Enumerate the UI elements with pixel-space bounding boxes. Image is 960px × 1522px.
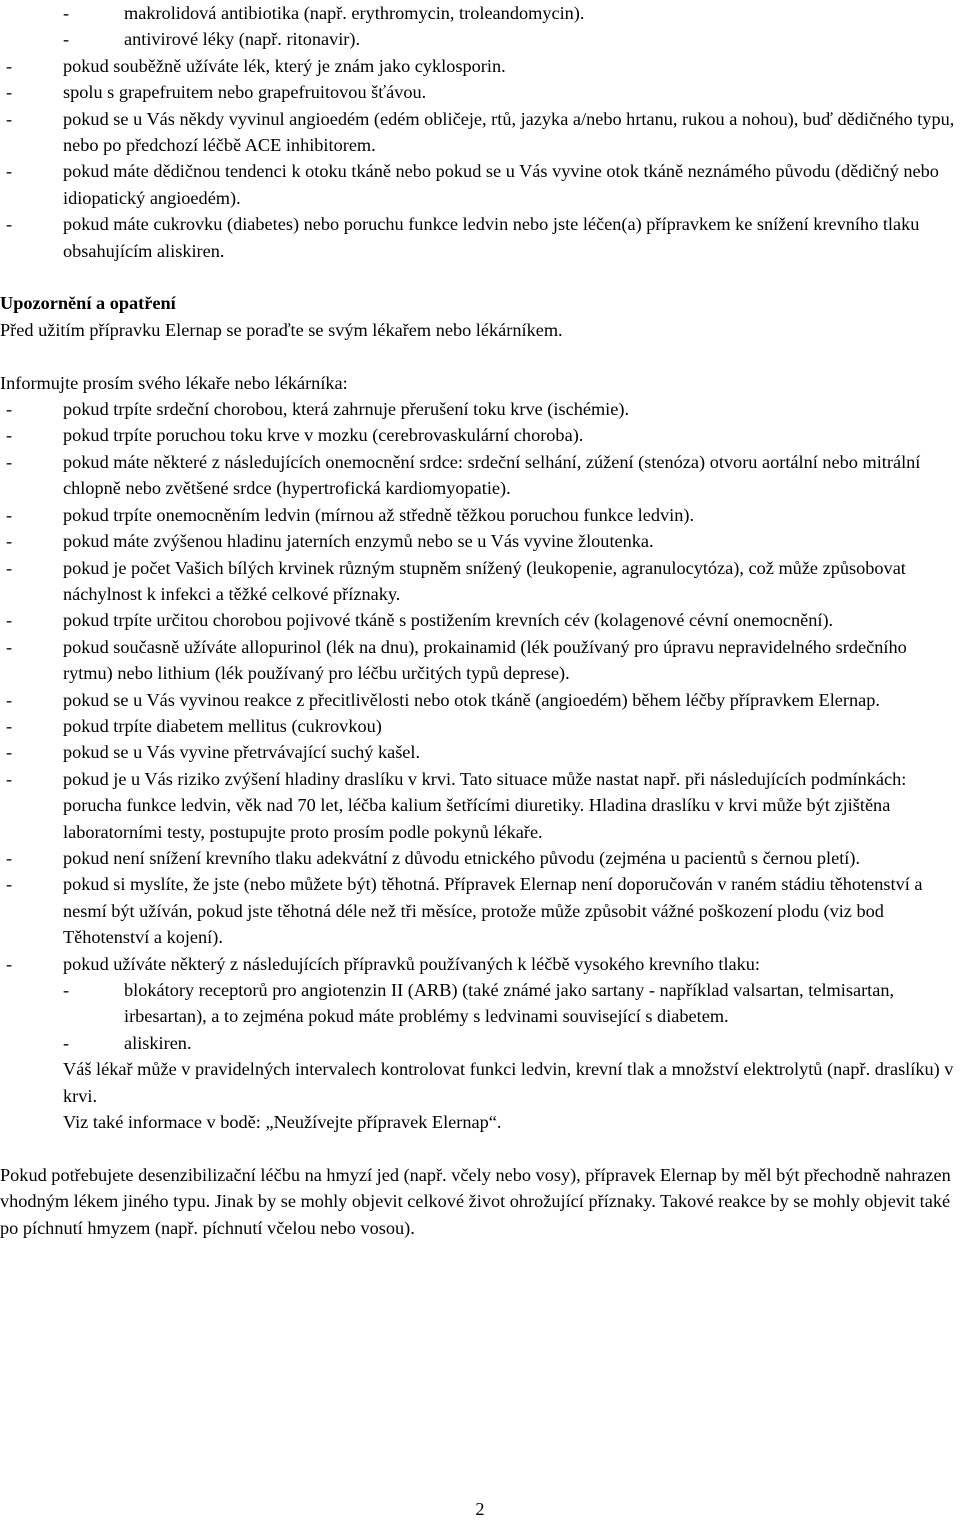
section-intro: Před užitím přípravku Elernap se poraďte se svým lékařem nebo lékárníkem. [0,319,563,340]
list-item-text: pokud trpíte určitou chorobou pojivové tkáně s postižením krevních cév (kolagenové cévní onemocnění). [63,610,834,631]
sub-list-item-text: blokátory receptorů pro angiotenzin II (ARB) (také známé jako sartany - například valsartan, telmisartan, irbesartan), a to zejména pokud máte problémy s ledvinami související s diabetem. [124,980,895,1027]
list-item-text: makrolidová antibiotika (např. erythromycin, troleandomycin). [124,3,585,23]
bullet-dash: - [6,161,13,182]
list-item [0,607,960,633]
list-item [0,422,960,448]
list-item [0,871,960,950]
list-item [0,951,960,977]
list-item [0,53,960,79]
list-item [0,26,960,52]
bullet-dash: - [63,980,70,1000]
bullet-dash: - [6,610,13,631]
sub-list-item [0,1030,960,1056]
bullet-dash: - [6,504,13,525]
spacer [0,343,960,369]
list-item-text: pokud je počet Vašich bílých krvinek různým stupněm snížený (leukopenie, agranulocytóza), což může způsobovat náchylnost k infekci a těžké celkové příznaky. [63,557,906,604]
list-item [0,687,960,713]
list-item-text: antivirové léky (např. ritonavir). [124,29,361,50]
sub-list-item [0,977,960,1030]
bullet-dash: - [6,557,13,578]
list-item [0,502,960,528]
inform-intro: Informujte prosím svého lékaře nebo lékárníka: [0,372,348,393]
list-item-text: pokud užíváte některý z následujících přípravků používaných k léčbě vysokého krevního tlaku: [63,953,761,974]
bullet-dash: - [6,425,13,446]
bullet-dash: - [6,742,13,763]
bullet-dash: - [6,82,13,103]
bullet-dash: - [6,451,13,472]
list-item-text: pokud se u Vás vyvinou reakce z přecitlivělosti nebo otok tkáně (angioedém) během léčby přípravkem Elernap. [63,689,880,710]
list-item-text: pokud současně užíváte allopurinol (lék na dnu), prokainamid (lék používaný pro úpravu nepravidelného srdečního rytmu) nebo lithium (lék používaný pro léčbu určitých typů deprese). [63,636,907,684]
list-item [0,739,960,765]
list-item-text: pokud není snížení krevního tlaku adekvátní z důvodu etnického původu (zejména u pacientů s černou pletí). [63,847,861,868]
spacer [0,1135,960,1161]
bullet-dash: - [6,689,13,710]
list-item [0,713,960,739]
list-item [0,396,960,422]
list-item [0,106,960,159]
bullet-dash: - [6,399,13,420]
sub-list-item-text: aliskiren. [124,1032,192,1053]
list-item [0,634,960,687]
list-continuation: Váš lékař může v pravidelných intervalech kontrolovat funkci ledvin, krevní tlak a množství elektrolytů (např. draslíku) v krvi. [63,1059,954,1106]
list-continuation: Viz také informace v bodě: „Neužívejte přípravek Elernap“. [63,1112,502,1133]
bullet-dash: - [6,847,13,868]
list-item-text: pokud máte některé z následujících onemocnění srdce: srdeční selhání, zúžení (stenóza) otvoru aortální nebo mitrální chlopně nebo zvětšené srdce (hypertrofická kardiomyopatie). [63,451,921,499]
list-item-text: pokud trpíte poruchou toku krve v mozku (cerebrovaskulární choroba). [63,425,584,446]
bullet-dash: - [6,768,13,789]
list-item [0,79,960,105]
list-item-text: pokud se u Vás vyvine přetrvávající suchý kašel. [63,742,421,763]
section-heading: Upozornění a opatření [0,293,176,314]
list-item-text: pokud si myslíte, že jste (nebo můžete být) těhotná. Přípravek Elernap není doporučován v raném stádiu těhotenství a nesmí být užíván, pokud jste těhotná déle než tři měsíce, protože může způsobit vážné poškození plodu (viz bod Těhotenství a kojení). [63,874,923,948]
bullet-dash: - [6,214,13,235]
list-item [0,555,960,608]
list-item-text: pokud trpíte diabetem mellitus (cukrovkou) [63,715,382,736]
list-item [0,449,960,502]
list-item [0,0,960,26]
list-item-text: pokud trpíte srdeční chorobou, která zahrnuje přerušení toku krve (ischémie). [63,399,630,420]
bullet-dash: - [6,55,13,76]
list-item [0,528,960,554]
bullet-dash: - [63,29,70,50]
bullet-dash: - [6,108,13,129]
list-item [0,211,960,264]
bullet-dash: - [6,874,13,895]
bullet-dash: - [6,636,13,657]
bullet-dash: - [6,715,13,736]
page-number: 2 [475,1499,485,1519]
list-item-text: pokud souběžně užíváte lék, který je znám jako cyklosporin. [63,55,506,76]
bullet-dash: - [6,953,13,974]
bullet-dash: - [63,1032,70,1053]
contraindication-list [0,0,960,264]
list-item-text: pokud máte zvýšenou hladinu jaterních enzymů nebo se u Vás vyvine žloutenka. [63,531,654,552]
list-item-text: pokud je u Vás riziko zvýšení hladiny draslíku v krvi. Tato situace může nastat např. při následujících podmínkách: porucha funkce ledvin, věk nad 70 let, léčba kalium šetřícími diuretiky. Hladina draslíku v krvi může být zjištěna laboratorními testy, postupujte proto prosím podle pokynů lékaře. [63,768,907,842]
warning-list [0,396,960,1135]
list-item-text: pokud trpíte onemocněním ledvin (mírnou až středně těžkou poruchou funkce ledvin). [63,504,695,525]
final-paragraph: Pokud potřebujete desenzibilizační léčbu na hmyzí jed (např. včely nebo vosy), přípravek Elernap by měl být přechodně nahrazen vhodným lékem jiného typu. Jinak by se mohly objevit celkové život ohrožující příznaky. Takové reakce by se mohly objevit také po píchnutí hmyzem (např. píchnutí včelou nebo vosou). [0,1164,951,1238]
list-item [0,845,960,871]
list-item-text: spolu s grapefruitem nebo grapefruitovou šťávou. [63,82,427,103]
bullet-dash: - [63,3,70,23]
list-item [0,766,960,845]
list-item-text: pokud se u Vás někdy vyvinul angioedém (edém obličeje, rtů, jazyka a/nebo hrtanu, rukou a nohou), buď dědičného typu, nebo po předchozí léčbě ACE inhibitorem. [63,108,955,156]
list-item-text: pokud máte dědičnou tendenci k otoku tkáně nebo pokud se u Vás vyvine otok tkáně neznámého původu (dědičný nebo idiopatický angioedém). [63,161,939,208]
list-item [0,158,960,211]
bullet-dash: - [6,531,13,552]
spacer [0,264,960,290]
list-item-text: pokud máte cukrovku (diabetes) nebo poruchu funkce ledvin nebo jste léčen(a) přípravkem ke snížení krevního tlaku obsahujícím aliskiren. [63,214,920,261]
